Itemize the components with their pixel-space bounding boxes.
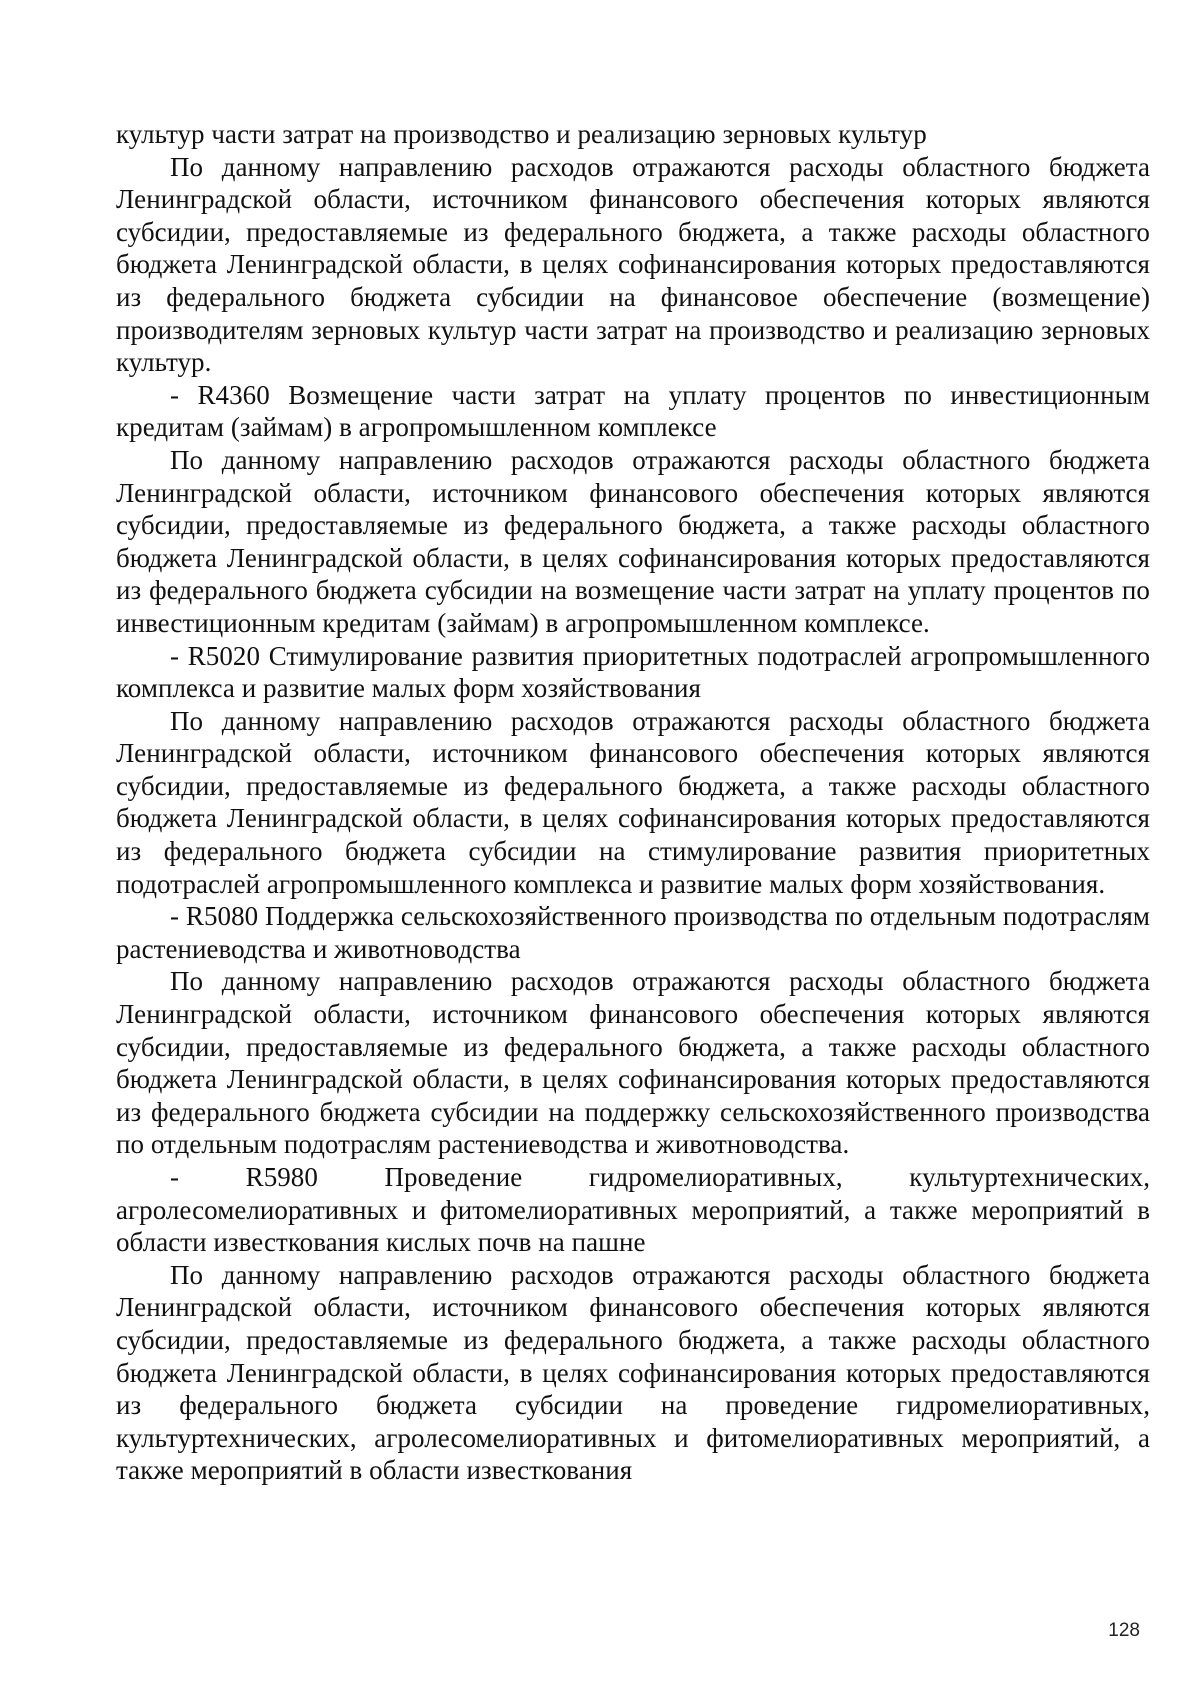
paragraph-description-r4360: По данному направлению расходов отражаются расходы областного бюджета Ленинградской области, источником финансового обеспечения которых являются субсидии, предоставляемые из федерального бюджета, а также расходы областного бюджета Ленинградской области, в целях софинансирования которых предоставляются из федерального бюджета субсидии на возмещение части затрат на уплату процентов по инвестиционным кредитам (займам) в агропромышленном комплексе. — [116, 444, 1150, 638]
page-number: 128 — [1108, 1620, 1140, 1641]
paragraph-description-r5980: По данному направлению расходов отражаются расходы областного бюджета Ленинградской области, источником финансового обеспечения которых являются субсидии, предоставляемые из федерального бюджета, а также расходы областного бюджета Ленинградской области, в целях софинансирования которых предоставляются из федерального бюджета субсидии на проведение гидромелиоративных, культуртехнических, агролесомелиоративных и фитомелиоративных мероприятий, а также мероприятий в области известкования — [116, 1259, 1150, 1486]
paragraph-description-r5020: По данному направлению расходов отражаются расходы областного бюджета Ленинградской области, источником финансового обеспечения которых являются субсидии, предоставляемые из федерального бюджета, а также расходы областного бюджета Ленинградской области, в целях софинансирования которых предоставляются из федерального бюджета субсидии на стимулирование развития приоритетных подотраслей агропромышленного комплекса и развитие малых форм хозяйствования. — [116, 705, 1150, 899]
paragraph-item-r4360: - R4360 Возмещение части затрат на уплату процентов по инвестиционным кредитам (займам) в агропромышленном комплексе — [116, 379, 1150, 443]
paragraph-item-r5080: - R5080 Поддержка сельскохозяйственного производства по отдельным подотраслям растениеводства и животноводства — [116, 901, 1150, 964]
paragraph-description-grain-subsidy: По данному направлению расходов отражаются расходы областного бюджета Ленинградской области, источником финансового обеспечения которых являются субсидии, предоставляемые из федерального бюджета, а также расходы областного бюджета Ленинградской области, в целях софинансирования которых предоставляются из федерального бюджета субсидии на финансовое обеспечение (возмещение) производителям зерновых культур части затрат на производство и реализацию зерновых культур. — [116, 151, 1150, 378]
paragraph-description-r5080: По данному направлению расходов отражаются расходы областного бюджета Ленинградской области, источником финансового обеспечения которых являются субсидии, предоставляемые из федерального бюджета, а также расходы областного бюджета Ленинградской области, в целях софинансирования которых предоставляются из федерального бюджета субсидии на поддержку сельскохозяйственного производства по отдельным подотраслям растениеводства и животноводства. — [116, 966, 1150, 1160]
paragraph-item-r5020: - R5020 Стимулирование развития приоритетных подотраслей агропромышленного комплекса и развитие малых форм хозяйствования — [116, 640, 1150, 704]
document-body — [116, 118, 1150, 1487]
paragraph-continuation: культур части затрат на производство и реализацию зерновых культур — [116, 119, 927, 149]
paragraph-item-r5980: - R5980 Проведение гидромелиоративных, культуртехнических, агролесомелиоративных и фитомелиоративных мероприятий, а также мероприятий в области известкования кислых почв на пашне — [116, 1162, 1150, 1258]
